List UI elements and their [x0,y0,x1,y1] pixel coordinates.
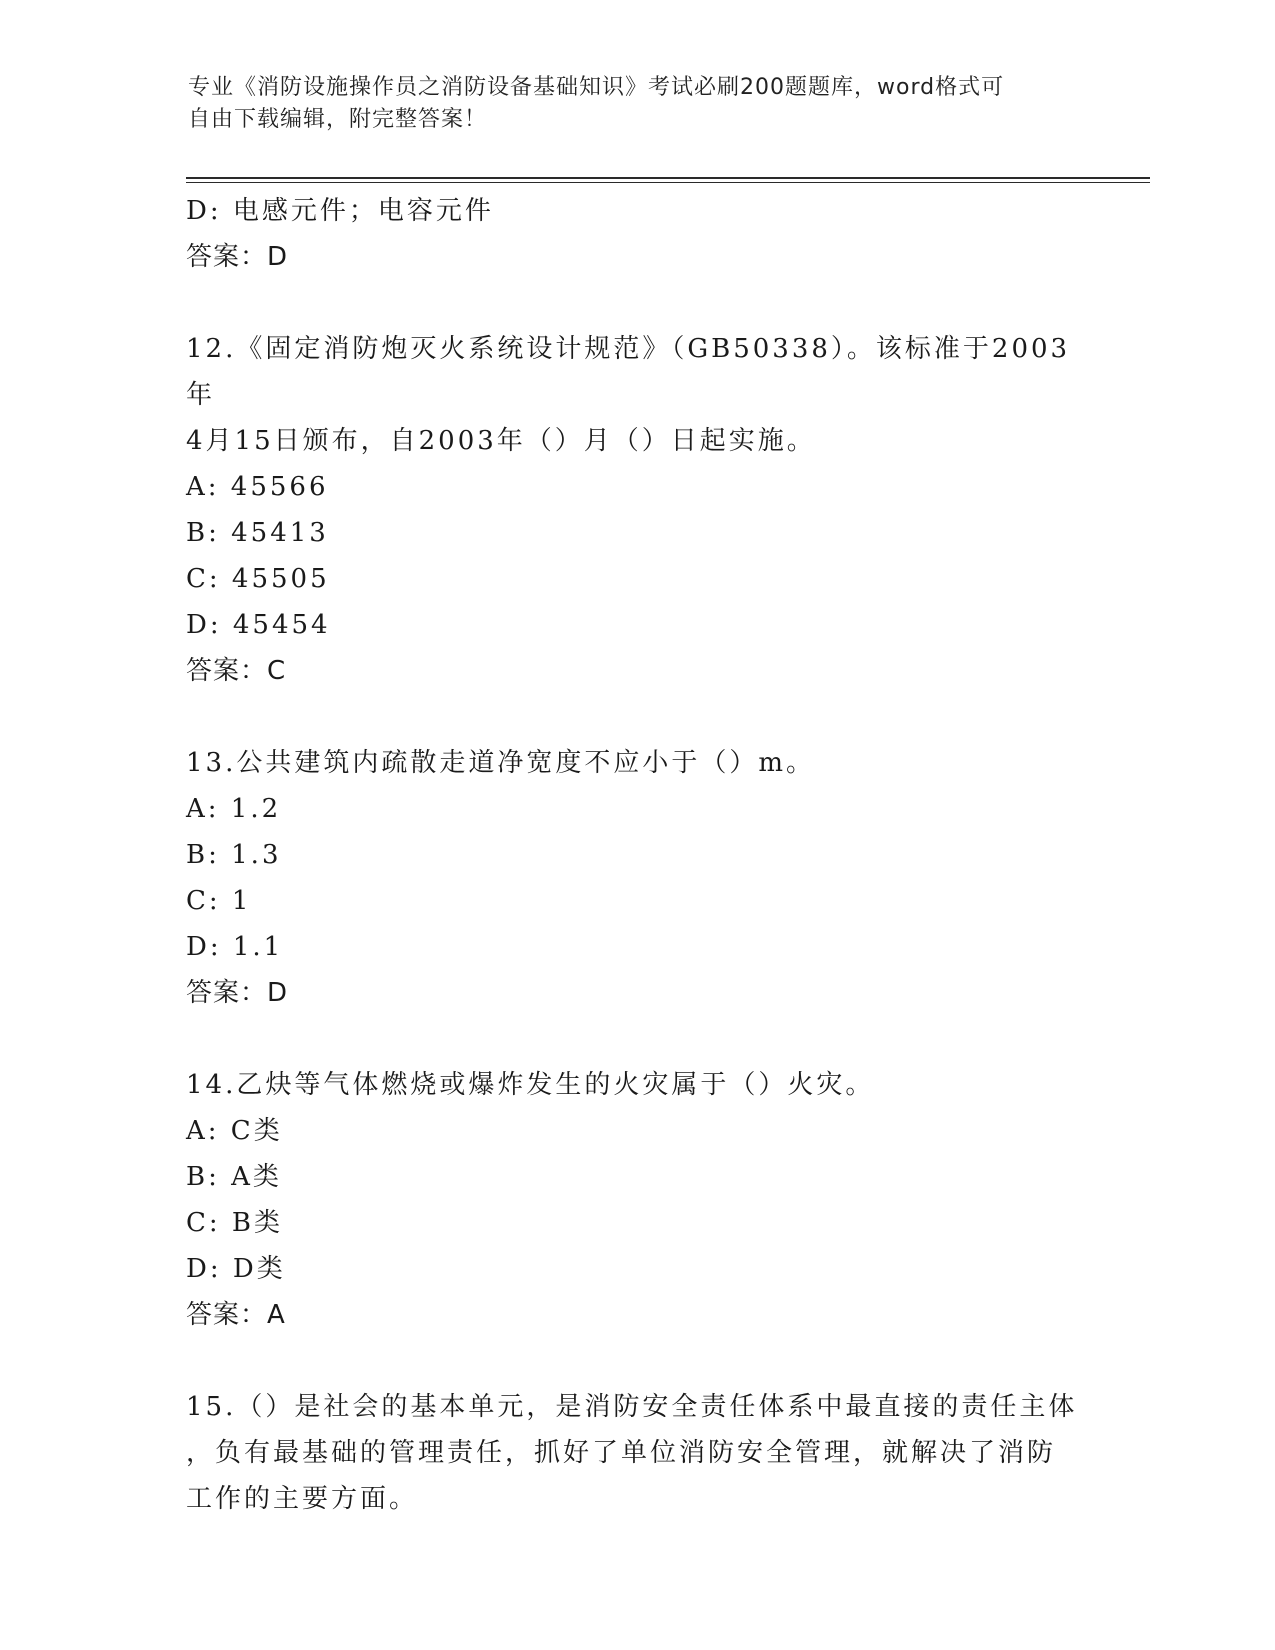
question-14 [186,1062,1086,1338]
question-text: 14.乙炔等气体燃烧或爆炸发生的火灾属于（）火灾。 [186,1070,875,1100]
option-d: D: 电感元件；电容元件 [186,196,494,226]
option-a: A: C类 [186,1116,283,1146]
option-b: B: A类 [186,1162,282,1192]
header-divider-thin [186,182,1150,183]
question-13 [186,740,1086,1016]
option-d: D: D类 [186,1254,286,1284]
option-a: A: 45566 [186,472,329,502]
answer-line: 答案：A [186,1300,286,1330]
spacer [186,1016,1086,1062]
header-divider-thick [186,177,1150,179]
question-text: 15.（）是社会的基本单元，是消防安全责任体系中最直接的责任主体 ，负有最基础的管理责任，抓好了单位消防安全管理，就解决了消防 工作的主要方面。 [186,1392,1078,1514]
header-line-2: 自由下载编辑，附完整答案！ [188,107,488,132]
spacer [186,1338,1086,1384]
answer-line: 答案：D [186,242,289,272]
option-c: C: 45505 [186,564,330,594]
page-header [188,72,1068,136]
question-text: 13.公共建筑内疏散走道净宽度不应小于（）m。 [186,748,816,778]
spacer [186,694,1086,740]
answer-line: 答案：D [186,978,289,1008]
option-d: D: 1.1 [186,932,284,962]
option-c: C: 1 [186,886,252,916]
option-c: C: B类 [186,1208,284,1238]
question-text: 12.《固定消防炮灭火系统设计规范》（GB50338）。该标准于2003年 4月15日颁布，自2003年（）月（）日起实施。 [186,334,1071,456]
header-line-1: 专业《消防设施操作员之消防设备基础知识》考试必刷200题题库，word格式可 [188,75,1005,100]
previous-question-tail [186,188,1086,280]
option-a: A: 1.2 [186,794,282,824]
option-b: B: 1.3 [186,840,282,870]
answer-line: 答案：C [186,656,287,686]
question-15 [186,1384,1086,1522]
question-12 [186,326,1086,694]
question-content [186,188,1086,1522]
option-b: B: 45413 [186,518,329,548]
spacer [186,280,1086,326]
option-d: D: 45454 [186,610,331,640]
